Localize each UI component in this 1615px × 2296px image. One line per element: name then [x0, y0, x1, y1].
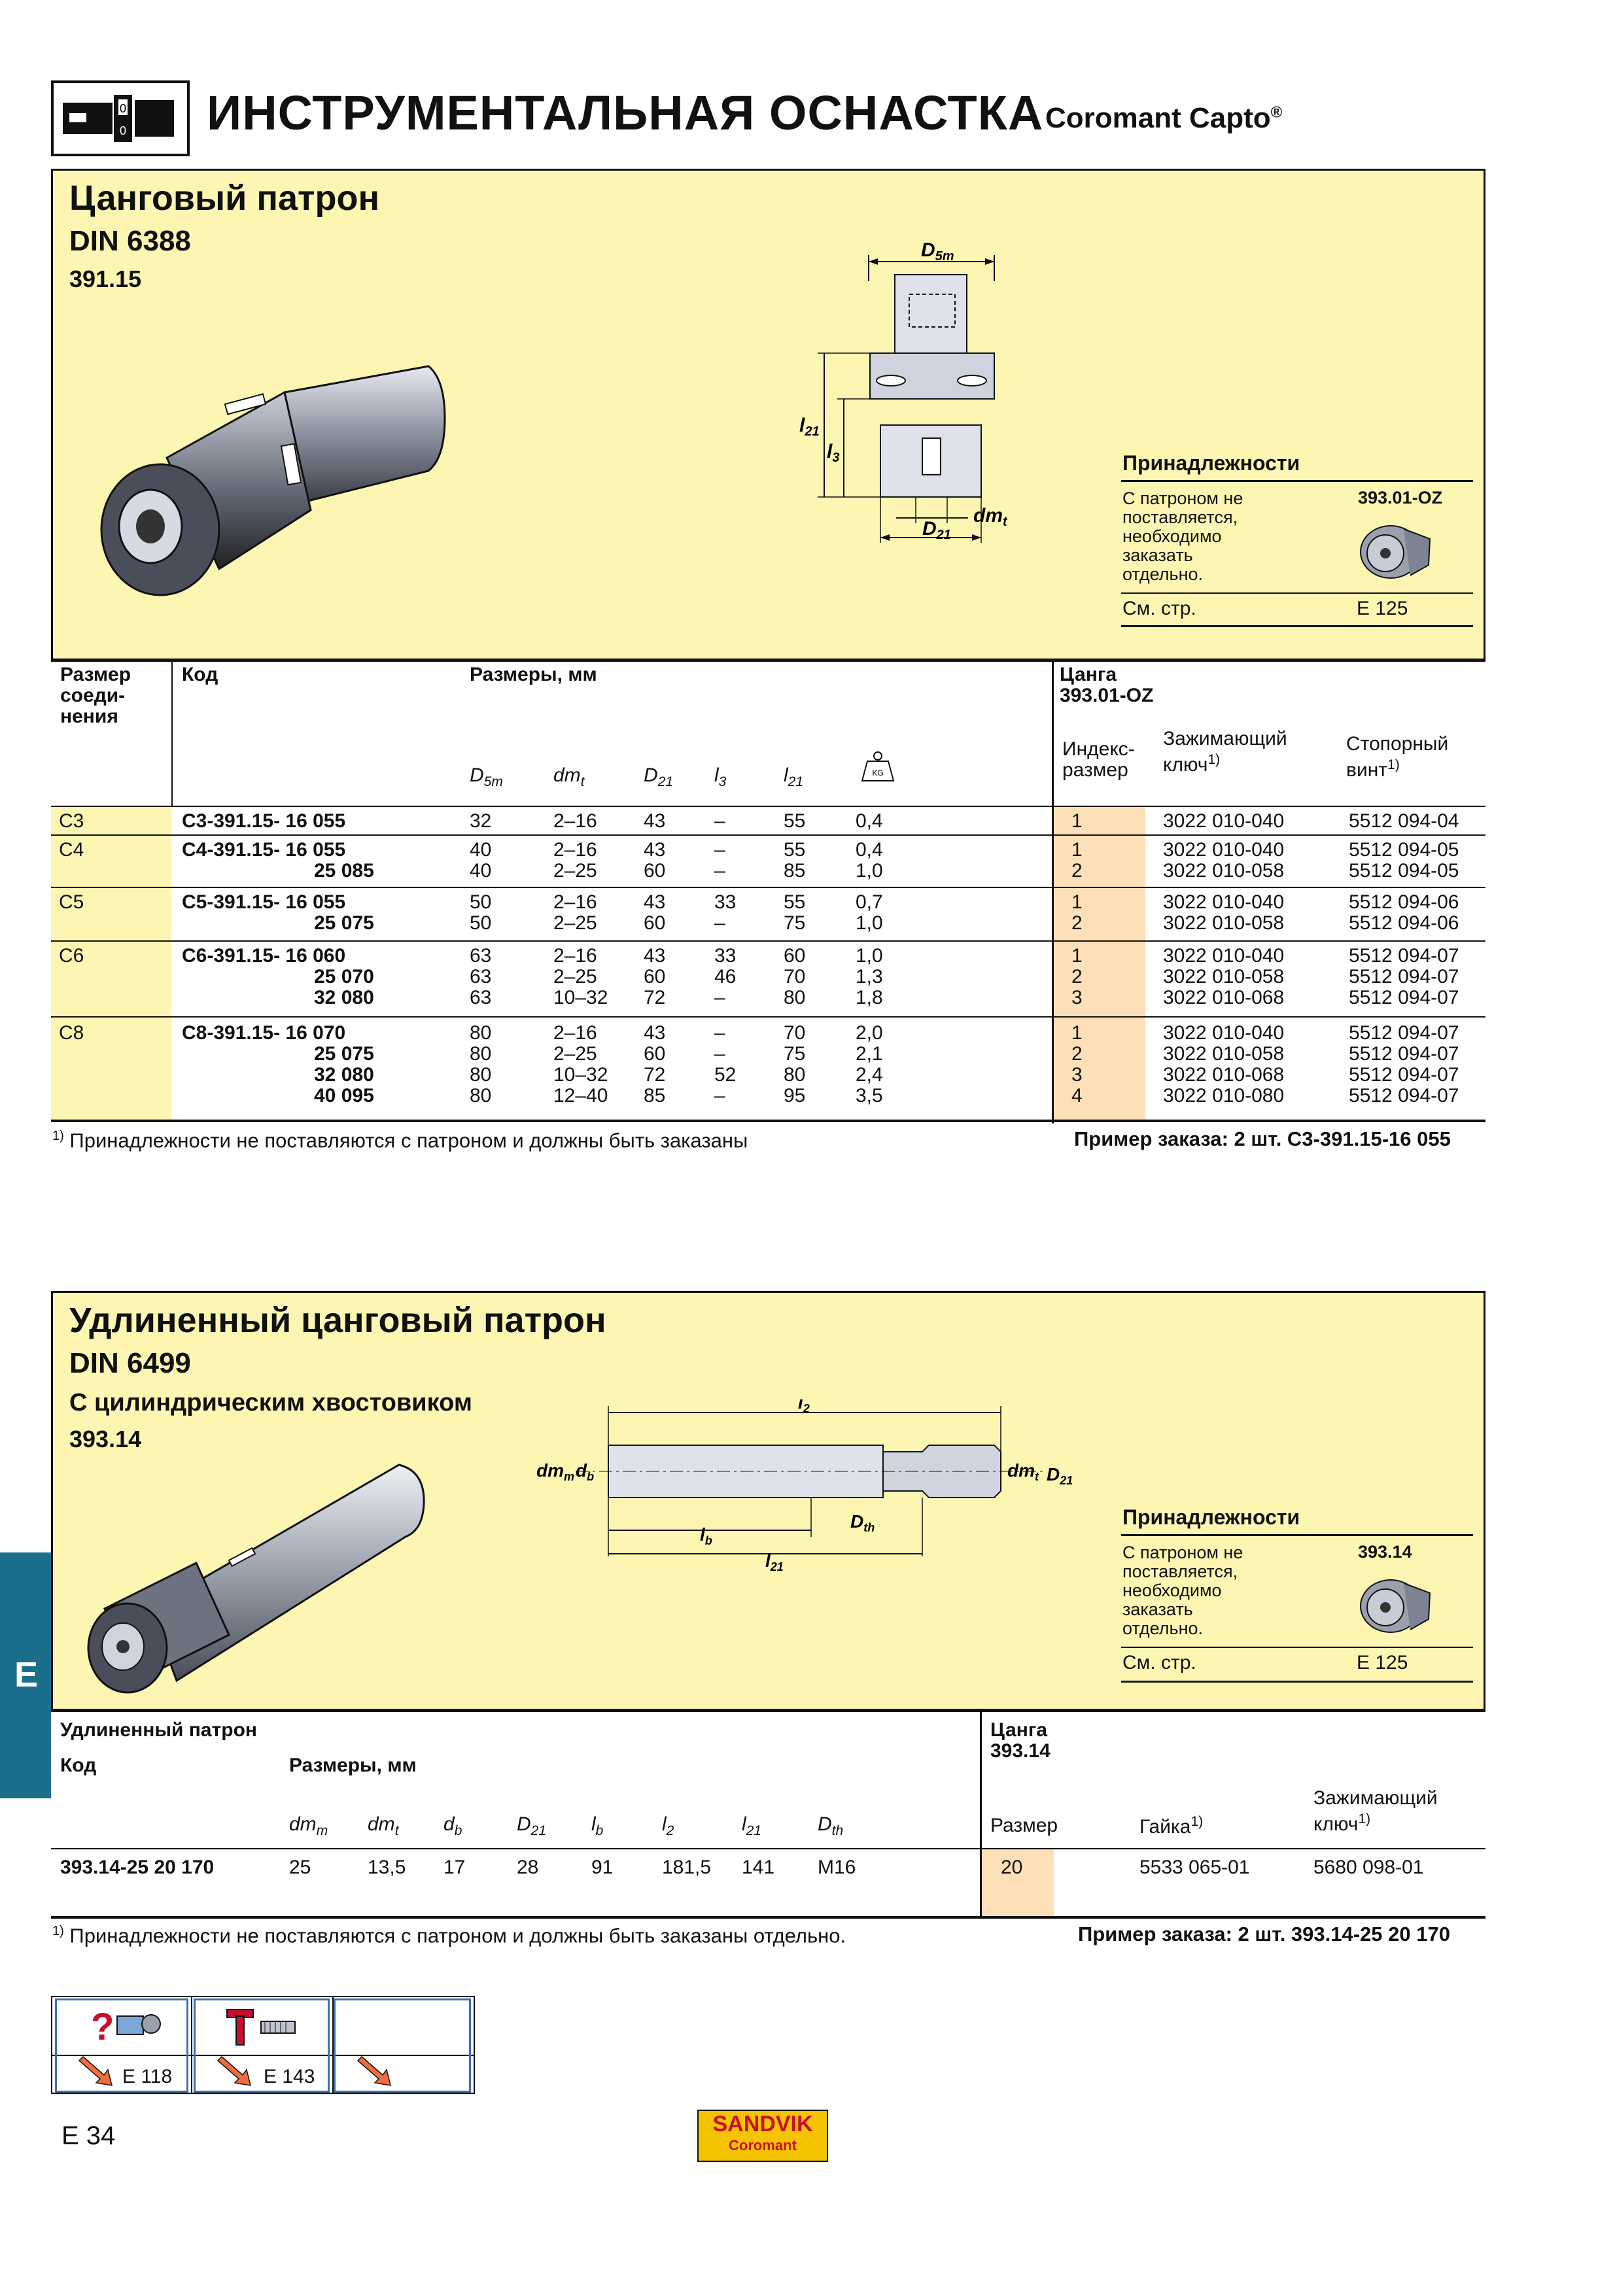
wrench-icon	[222, 2004, 307, 2053]
group-label: Удлиненный патрон	[60, 1719, 258, 1741]
collet-chuck-illustration	[88, 353, 455, 618]
size-c6: C6	[59, 945, 84, 967]
section1-order-example: Пример заказа: 2 шт. C3-391.15-16 055	[1074, 1127, 1451, 1150]
index-col-bg	[1054, 807, 1145, 1121]
dim-header-db: $d_b$	[443, 1813, 462, 1838]
section2-accessories-heading: Принадлежности	[1122, 1505, 1300, 1529]
arrow-icon	[215, 2055, 254, 2091]
svg-text:D21: $D_{21}$	[922, 518, 951, 542]
svg-text:0: 0	[119, 102, 127, 115]
question-gear-icon	[83, 2004, 168, 2053]
dim-header-lb: $l_b$	[591, 1813, 604, 1838]
col-divider	[171, 662, 173, 806]
col-code-header: Код	[60, 1755, 97, 1776]
size-c5: C5	[59, 891, 84, 913]
col-key-header: Зажимающий ключ$^{1)}$	[1313, 1787, 1438, 1835]
divider	[1121, 625, 1473, 627]
dim-header-d21: $D_{21}$	[644, 764, 674, 789]
dim-header-l2: $l_2$	[662, 1813, 674, 1838]
extended-chuck-illustration	[65, 1439, 432, 1704]
extended-chuck-drawing	[536, 1399, 1086, 1586]
collet-chuck-drawing	[798, 235, 1060, 553]
col-size-header: Размер соеди- нения	[60, 664, 131, 727]
dim-header-dmt: $dm_t$	[553, 764, 585, 789]
section1-table: Размер соеди- нения Код Размеры, мм Цанга 393.01-OZ Индекс- размер Зажимающий ключ$^{1)}$ Стопорный винт$^{1)}$ $D_{5m}$ $dm_t$ $D_{21}$ $l_3$ $l_{21}$ KG C3 C3-391.15- 16 055 32 2–16 43 – 55 0,4 1 3022 010-040 5512 094-04 C4 C4-391.15- 16 055 40 2–16 43 – 55 0,4 1 3022 010-040 5512 094-05 25 085 40 2–25 60 – 85 1,0 2 3022 010-058 5512 094-05 C5 C5-391.15- 16 055 50 2–16 43 33 55 0,7 1 3022 010-040 5512 094-06 25 075 50 2–25 60 – 75 1,0 2 3022 010-058 5512 094-06 C6 C6-391.15- 16 060 63 2–16 43 33 60 1,0 1 3022 010-040 5512 094-07 25 070 63 2–25 60 46 70 1,3 2 3022 010-058 5512 094-07 32 080 63 10–32 72 – 80 1,8 3 3022 010-068 5512 094-07 C8 C8-391.15- 16 070 80 2–16 43 – 70 2,0 1 3022 010-040 5512 094-07 25 075 80 2–25 60 – 75 2,1 2 3022 010-058 5512 094-07 32 080 80 10–32 72 52 80 2,4 3 3022 010-068 5512 094-07 40 095 80 12–40 85 – 95 3,5 4 3022 010-080 5512 094-07	[51, 659, 1485, 1123]
divider	[1121, 480, 1473, 482]
svg-text:Dth: $D_{th}$	[850, 1511, 875, 1534]
dim-header-dth: $D_{th}$	[818, 1813, 844, 1838]
section2-accessory-part: 393.14	[1358, 1542, 1412, 1562]
section1-accessory-part: 393.01-OZ	[1358, 488, 1443, 507]
divider	[1121, 1534, 1473, 1536]
col-dims-header: Размеры, мм	[470, 664, 597, 685]
nav-ref-2-label: E 143	[264, 2066, 315, 2087]
category-logo	[51, 80, 190, 156]
collet-icon	[1351, 1567, 1443, 1642]
sandvik-logo: SANDVIK Coromant	[697, 2110, 828, 2162]
col-key-header: Зажимающий ключ$^{1)}$	[1163, 728, 1287, 776]
nav-ref-3[interactable]	[334, 1998, 471, 2093]
dim-header-l21: $l_{21}$	[784, 764, 804, 789]
section2-accessories-note: С патроном не поставляется, необходимо заказать отдельно.	[1122, 1543, 1243, 1638]
section1-footnote: $^{1)}$ Принадлежности не поставляются с патроном и должны быть заказаны	[52, 1129, 748, 1152]
svg-text:0: 0	[119, 124, 127, 137]
divider	[1121, 1681, 1473, 1683]
size-c8: C8	[59, 1022, 84, 1044]
weight-icon	[860, 751, 896, 787]
col-code-header: Код	[182, 664, 218, 685]
dim-header-d21: $D_{21}$	[517, 1813, 547, 1838]
section1-accessories-note: С патроном не поставляется, необходимо заказать отдельно.	[1122, 488, 1243, 584]
section1-standard: DIN 6388	[69, 225, 191, 257]
section2-title: Удлиненный цанговый патрон	[69, 1301, 606, 1340]
section2-see-page-label: См. стр.	[1122, 1652, 1196, 1673]
arrow-icon	[355, 2055, 394, 2091]
section2-see-page-link[interactable]: E 125	[1357, 1652, 1408, 1673]
svg-text:dmt: $dm_t$	[973, 505, 1007, 529]
svg-text:lb: $l_b$	[700, 1524, 712, 1547]
svg-text:l2: $l_2$	[798, 1399, 810, 1415]
section2-footnote: $^{1)}$ Принадлежности не поставляются с патроном и должны быть заказаны отдельно.	[52, 1924, 846, 1947]
section2-order-example: Пример заказа: 2 шт. 393.14-25 20 170	[1078, 1923, 1450, 1945]
section-tab-label: E	[14, 1655, 39, 1694]
page-number: E 34	[61, 2121, 116, 2150]
svg-text:dmm: $dm_m$	[536, 1460, 575, 1483]
section1-accessories-heading: Принадлежности	[1122, 451, 1300, 475]
svg-text:KG: KG	[872, 768, 884, 778]
svg-text:l21: $l_{21}$	[765, 1551, 784, 1573]
svg-text:dmt: $dm_t$	[1007, 1460, 1039, 1483]
col-size-header: Размер	[990, 1815, 1058, 1836]
section1-see-page-label: См. стр.	[1122, 598, 1196, 619]
col-nut-header: Гайка$^{1)}$	[1139, 1814, 1204, 1838]
section1-code: 391.15	[69, 266, 142, 292]
svg-text:?: ?	[91, 2006, 114, 2048]
nav-ref-2[interactable]	[194, 1998, 330, 2093]
dim-header-l21: $l_{21}$	[742, 1813, 762, 1838]
divider	[1121, 1647, 1473, 1648]
nav-ref-1-label: E 118	[122, 2066, 173, 2087]
divider	[1121, 592, 1473, 594]
dim-header-l3: $l_3$	[714, 764, 727, 789]
svg-text:l21: $l_{21}$	[799, 415, 820, 439]
section2-subtitle: С цилиндрическим хвостовиком	[69, 1389, 472, 1416]
col-collet-header: Цанга 393.14	[990, 1719, 1051, 1762]
svg-text:l3: $l_3$	[827, 441, 840, 465]
col-screw-header: Стопорный винт$^{1)}$	[1346, 733, 1449, 781]
nav-ref-1[interactable]	[55, 1998, 188, 2093]
brand-name: Coromant Capto®	[1045, 102, 1283, 134]
col-dims-header: Размеры, мм	[289, 1755, 417, 1776]
section2-table: Удлиненный патрон Код Размеры, мм Цанга 393.14 $dm_m$ $dm_t$ $d_b$ $D_{21}$ $l_b$ $l_2$ $l_{21}$ $D_{th}$ Размер Гайка$^{1)}$ Зажимающий ключ$^{1)}$ 393.14-25 20 170 25 13,5 17 28 91 181,5 141 M16 20 5533 065-01 5680 098-01	[51, 1709, 1485, 1919]
dim-header-dmm: $dm_m$	[289, 1813, 328, 1838]
dim-header-d5m: $D_{5m}$	[470, 764, 503, 789]
section2-standard: DIN 6499	[69, 1347, 191, 1379]
section1-see-page-link[interactable]: E 125	[1357, 598, 1408, 619]
col-collet-header: Цанга 393.01-OZ	[1060, 664, 1154, 706]
svg-text:D21: $D_{21}$	[1047, 1464, 1073, 1487]
svg-text:D5m: $D_{5m}$	[921, 239, 954, 264]
size-c3: C3	[59, 810, 84, 832]
arrow-icon	[77, 2055, 116, 2091]
col-index-header: Индекс- размер	[1062, 738, 1135, 781]
section1-title: Цанговый патрон	[69, 179, 380, 218]
section2-code: 393.14	[69, 1426, 142, 1452]
svg-text:db: $d_b$	[576, 1460, 595, 1483]
section-tab[interactable]	[0, 1552, 51, 1798]
dim-header-dmt: $dm_t$	[368, 1813, 399, 1838]
size-c4: C4	[59, 839, 84, 861]
page-title: ИНСТРУМЕНТАЛЬНАЯ ОСНАСТКА	[207, 86, 1044, 140]
collet-icon	[1351, 513, 1443, 588]
